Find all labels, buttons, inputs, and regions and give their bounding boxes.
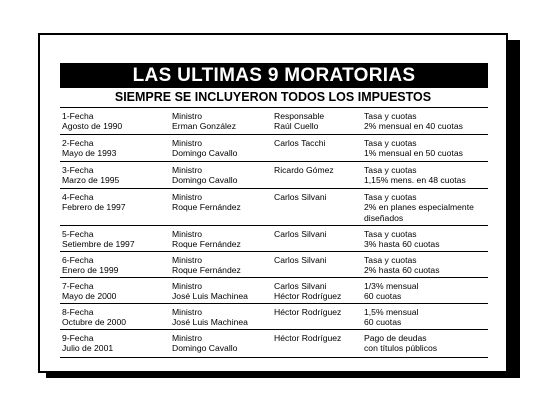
ministro-cell-line: Ministro (172, 281, 203, 291)
fecha-cell-line: Julio de 2001 (62, 343, 114, 354)
tasa-cell-line: 3% hasta 60 cuotas (364, 239, 440, 250)
tasa-cell-line: Tasa y cuotas (364, 229, 417, 239)
tasa-cell (364, 307, 486, 328)
ministro-cell (172, 111, 272, 132)
fecha-cell-line: Setiembre de 1997 (62, 239, 135, 250)
fecha-cell-line: Agosto de 1990 (62, 121, 123, 132)
ministro-cell-line: Ministro (172, 192, 203, 202)
responsable-cell (274, 111, 364, 132)
moratorias-card (38, 33, 508, 373)
table-row (60, 135, 488, 162)
ministro-cell-line: Ministro (172, 111, 203, 121)
fecha-cell (62, 281, 166, 302)
responsable-cell (274, 333, 364, 343)
ministro-cell-line: Ministro (172, 138, 203, 148)
subtitle: SIEMPRE SE INCLUYERON TODOS LOS IMPUESTOS (114, 90, 432, 104)
responsable-cell (274, 192, 364, 202)
fecha-cell (62, 307, 166, 328)
tasa-cell-line: con títulos públicos (364, 343, 438, 354)
table-row (60, 226, 488, 252)
fecha-cell (62, 165, 166, 186)
tasa-cell-line: Tasa y cuotas (364, 165, 417, 175)
tasa-cell-line: 2% hasta 60 cuotas (364, 265, 440, 276)
responsable-cell-line: Carlos Silvani (274, 255, 327, 265)
ministro-cell-line: Ministro (172, 165, 203, 175)
ministro-cell-line: José Luis Machinea (172, 317, 248, 328)
fecha-cell-line: Marzo de 1995 (62, 175, 120, 186)
fecha-cell (62, 229, 166, 250)
responsable-cell-line: Carlos Silvani (274, 229, 327, 239)
tasa-cell (364, 165, 486, 186)
fecha-cell-line: Enero de 1999 (62, 265, 119, 276)
ministro-cell (172, 307, 272, 328)
fecha-cell-line: Mayo de 2000 (62, 291, 117, 302)
fecha-cell-line: 3-Fecha (62, 165, 94, 175)
table-row (60, 162, 488, 189)
ministro-cell-line: Ministro (172, 229, 203, 239)
tasa-cell-line: 60 cuotas (364, 317, 402, 328)
responsable-cell-line: Carlos Tacchi (274, 138, 326, 148)
fecha-cell (62, 111, 166, 132)
ministro-cell (172, 333, 272, 354)
tasa-cell (364, 281, 486, 302)
table-row (60, 189, 488, 226)
tasa-cell-line: 1/3% mensual (364, 281, 419, 291)
ministro-cell-line: Roque Fernández (172, 265, 241, 276)
fecha-cell-line: 7-Fecha (62, 281, 94, 291)
tasa-cell-line: diseñados (364, 212, 404, 223)
tasa-cell-line: Tasa y cuotas (364, 255, 417, 265)
tasa-cell-line: 1,5% mensual (364, 307, 419, 317)
ministro-cell (172, 229, 272, 250)
fecha-cell (62, 333, 166, 354)
ministro-cell (172, 281, 272, 302)
ministro-cell-line: Domingo Cavallo (172, 343, 238, 354)
ministro-cell (172, 165, 272, 186)
responsable-cell-line: Héctor Rodríguez (274, 333, 342, 343)
ministro-cell-line: Ministro (172, 307, 203, 317)
ministro-cell (172, 255, 272, 276)
fecha-cell-line: Mayo de 1993 (62, 148, 117, 159)
ministro-cell-line: Roque Fernández (172, 202, 241, 213)
ministro-cell-line: Roque Fernández (172, 239, 241, 250)
fecha-cell (62, 138, 166, 159)
ministro-cell-line: José Luis Machinea (172, 291, 248, 302)
fecha-cell (62, 255, 166, 276)
tasa-cell (364, 111, 486, 132)
responsable-cell-line: Carlos Silvani (274, 192, 327, 202)
responsable-cell (274, 138, 364, 148)
tasa-cell-line: Pago de deudas (364, 333, 427, 343)
responsable-cell (274, 229, 364, 239)
table-row (60, 108, 488, 135)
fecha-cell-line: 6-Fecha (62, 255, 94, 265)
fecha-cell-line: 9-Fecha (62, 333, 94, 343)
tasa-cell (364, 138, 486, 159)
tasa-cell-line: Tasa y cuotas (364, 192, 417, 202)
responsable-cell (274, 281, 364, 302)
responsable-cell-line: Ricardo Gómez (274, 165, 334, 175)
fecha-cell-line: 4-Fecha (62, 192, 94, 202)
responsable-cell-line: Raúl Cuello (274, 121, 319, 132)
ministro-cell-line: Domingo Cavallo (172, 148, 238, 159)
tasa-cell-line: 1,15% mens. en 48 cuotas (364, 175, 466, 186)
table-row (60, 304, 488, 330)
responsable-cell (274, 307, 364, 317)
ministro-cell (172, 192, 272, 213)
fecha-cell-line: 1-Fecha (62, 111, 94, 121)
page-title: LAS ULTIMAS 9 MORATORIAS (60, 63, 488, 88)
tasa-cell-line: 2% en planes especialmente (364, 202, 474, 213)
tasa-cell-line: Tasa y cuotas (364, 138, 417, 148)
table-row (60, 330, 488, 358)
moratorias-table (60, 107, 488, 358)
table-row (60, 278, 488, 304)
tasa-cell-line: 2% mensual en 40 cuotas (364, 121, 463, 132)
tasa-cell (364, 229, 486, 250)
ministro-cell-line: Ministro (172, 333, 203, 343)
fecha-cell (62, 192, 166, 213)
tasa-cell (364, 333, 486, 354)
fecha-cell-line: Octubre de 2000 (62, 317, 127, 328)
tasa-cell (364, 255, 486, 276)
responsable-cell (274, 255, 364, 265)
fecha-cell-line: 5-Fecha (62, 229, 94, 239)
ministro-cell-line: Erman González (172, 121, 237, 132)
responsable-cell (274, 165, 364, 175)
ministro-cell (172, 138, 272, 159)
table-row (60, 252, 488, 278)
tasa-cell-line: 60 cuotas (364, 291, 402, 302)
responsable-cell-line: Héctor Rodríguez (274, 307, 342, 317)
fecha-cell-line: 8-Fecha (62, 307, 94, 317)
ministro-cell-line: Ministro (172, 255, 203, 265)
tasa-cell-line: Tasa y cuotas (364, 111, 417, 121)
ministro-cell-line: Domingo Cavallo (172, 175, 238, 186)
responsable-cell-line: Carlos Silvani (274, 281, 327, 291)
responsable-cell-line: Responsable (274, 111, 325, 121)
fecha-cell-line: 2-Fecha (62, 138, 94, 148)
fecha-cell-line: Febrero de 1997 (62, 202, 126, 213)
tasa-cell (364, 192, 486, 223)
tasa-cell-line: 1% mensual en 50 cuotas (364, 148, 463, 159)
responsable-cell-line: Héctor Rodríguez (274, 291, 342, 302)
